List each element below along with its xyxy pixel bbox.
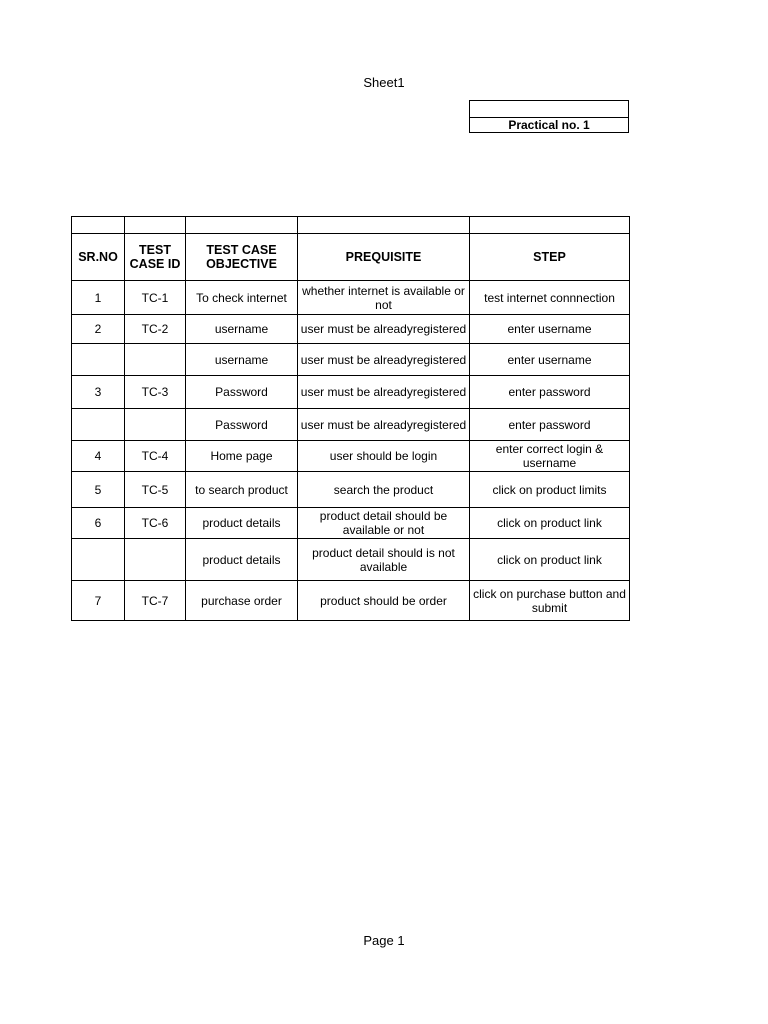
practical-empty-cell [470, 101, 628, 118]
cell-prequisite: user must be alreadyregistered [298, 409, 470, 441]
sheet-title: Sheet1 [363, 75, 405, 90]
table-row [72, 441, 630, 472]
table-row [72, 472, 630, 508]
cell-sr-no [72, 409, 125, 441]
page-number: Page 1 [363, 933, 405, 948]
empty-cell [470, 217, 630, 234]
empty-cell [186, 217, 298, 234]
cell-prequisite: search the product [298, 472, 470, 508]
cell-sr-no [72, 344, 125, 376]
empty-cell [298, 217, 470, 234]
practical-label: Practical no. 1 [508, 118, 590, 132]
cell-objective: Password [186, 409, 298, 441]
cell-test-case-id: TC-5 [125, 472, 186, 508]
test-case-table [71, 216, 630, 621]
cell-step: enter password [470, 409, 630, 441]
cell-step: click on product link [470, 508, 630, 539]
cell-objective: product details [186, 508, 298, 539]
table-row [72, 409, 630, 441]
cell-prequisite: user must be alreadyregistered [298, 344, 470, 376]
table-row [72, 344, 630, 376]
cell-sr-no: 5 [72, 472, 125, 508]
cell-test-case-id [125, 409, 186, 441]
cell-test-case-id: TC-3 [125, 376, 186, 409]
header-test-case-objective: TEST CASE OBJECTIVE [186, 234, 298, 281]
cell-objective: To check internet [186, 281, 298, 315]
cell-sr-no: 3 [72, 376, 125, 409]
cell-objective: username [186, 344, 298, 376]
table-empty-row [72, 217, 630, 234]
cell-step: click on purchase button and submit [470, 581, 630, 621]
cell-objective: to search product [186, 472, 298, 508]
empty-cell [72, 217, 125, 234]
cell-sr-no: 7 [72, 581, 125, 621]
cell-sr-no [72, 539, 125, 581]
cell-test-case-id [125, 344, 186, 376]
cell-test-case-id: TC-2 [125, 315, 186, 344]
cell-test-case-id: TC-6 [125, 508, 186, 539]
cell-sr-no: 2 [72, 315, 125, 344]
cell-prequisite: user must be alreadyregistered [298, 315, 470, 344]
empty-cell [125, 217, 186, 234]
cell-objective: purchase order [186, 581, 298, 621]
cell-test-case-id [125, 539, 186, 581]
cell-prequisite: user must be alreadyregistered [298, 376, 470, 409]
cell-sr-no: 6 [72, 508, 125, 539]
cell-prequisite: whether internet is available or not [298, 281, 470, 315]
header-prequisite: PREQUISITE [298, 234, 470, 281]
cell-prequisite: product detail should be available or not [298, 508, 470, 539]
cell-step: enter username [470, 315, 630, 344]
table-row [72, 376, 630, 409]
header-test-case-id: TEST CASE ID [125, 234, 186, 281]
cell-objective: product details [186, 539, 298, 581]
cell-test-case-id: TC-7 [125, 581, 186, 621]
cell-step: enter correct login & username [470, 441, 630, 472]
cell-objective: username [186, 315, 298, 344]
cell-step: click on product link [470, 539, 630, 581]
cell-test-case-id: TC-4 [125, 441, 186, 472]
cell-prequisite: user should be login [298, 441, 470, 472]
table-row [72, 508, 630, 539]
cell-prequisite: product detail should is not available [298, 539, 470, 581]
cell-step: test internet connnection [470, 281, 630, 315]
table-row [72, 581, 630, 621]
cell-sr-no: 1 [72, 281, 125, 315]
cell-sr-no: 4 [72, 441, 125, 472]
cell-step: click on product limits [470, 472, 630, 508]
practical-box [469, 100, 629, 133]
cell-step: enter username [470, 344, 630, 376]
cell-test-case-id: TC-1 [125, 281, 186, 315]
cell-objective: Home page [186, 441, 298, 472]
cell-prequisite: product should be order [298, 581, 470, 621]
table-row [72, 539, 630, 581]
cell-step: enter password [470, 376, 630, 409]
table-row [72, 281, 630, 315]
cell-objective: Password [186, 376, 298, 409]
table-header-row [72, 234, 630, 281]
header-sr-no: SR.NO [72, 234, 125, 281]
table-row [72, 315, 630, 344]
header-step: STEP [470, 234, 630, 281]
